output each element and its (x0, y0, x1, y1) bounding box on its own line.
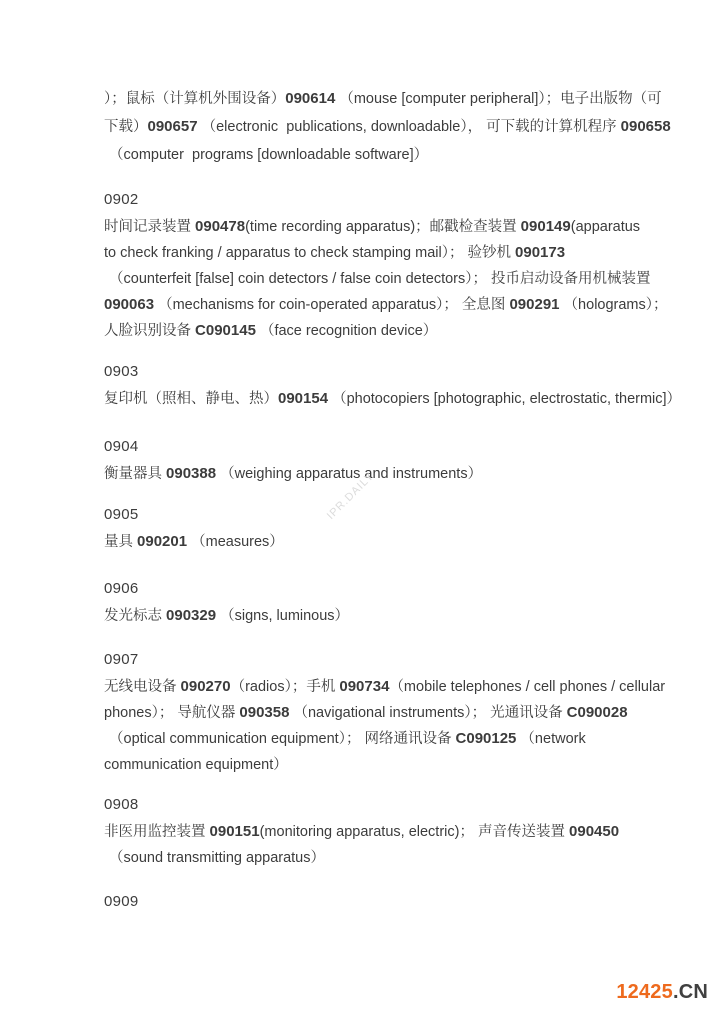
goods-code: 090063 (104, 296, 155, 313)
text-line: 衡量器具 090388 （weighing apparatus and instruments） (104, 465, 483, 482)
section-heading: 0904 (104, 438, 139, 455)
text-line: 时间记录装置 090478(time recording apparatus)；邮戳检查装置 090149(apparatus (104, 218, 641, 235)
goods-code: 090154 (278, 390, 329, 407)
section-heading: 0903 (104, 363, 139, 380)
text-line: communication equipment） (104, 757, 288, 773)
section-heading: 0902 (104, 191, 139, 208)
goods-code: 090614 (285, 90, 336, 107)
goods-code: 090149 (520, 218, 571, 235)
goods-code: 090658 (620, 118, 671, 135)
text-line: （sound transmitting apparatus） (109, 850, 325, 866)
goods-code: 090657 (147, 118, 198, 135)
intro-paragraph (104, 85, 671, 169)
section-0909 (104, 888, 139, 916)
goods-code: C090145 (195, 322, 256, 339)
goods-code: C090028 (566, 704, 628, 721)
section-0907 (104, 646, 665, 778)
section-heading: 0905 (104, 506, 139, 523)
section-0903 (104, 358, 681, 412)
goods-code: 090388 (166, 465, 217, 482)
goods-code: 090734 (339, 678, 390, 695)
text-line: 复印机（照相、静电、热）090154 （photocopiers [photographic, electrostatic, thermic]） (104, 390, 682, 407)
text-line: （optical communication equipment）； 网络通讯设备 C090125 （network (109, 730, 586, 747)
text-line: （computer programs [downloadable software]） (109, 147, 429, 163)
text-line: 非医用监控装置 090151(monitoring apparatus, electric)； 声音传送装置 090450 (104, 823, 620, 840)
goods-code: 090201 (137, 533, 188, 550)
text-line: （counterfeit [false] coin detectors / false coin detectors）； 投币启动设备用机械装置 (109, 271, 651, 287)
section-0902 (104, 186, 668, 344)
watermark-text: IPR.DAILY (324, 470, 377, 522)
goods-code: 090329 (166, 607, 217, 624)
section-0906 (104, 575, 349, 629)
section-0904 (104, 433, 482, 487)
goods-code: 090270 (180, 678, 231, 695)
section-0905 (104, 501, 284, 555)
section-heading: 0906 (104, 580, 139, 597)
text-line: to check franking / apparatus to check stamping mail）； 验钞机 090173 (104, 244, 566, 261)
site-logo-domain: .CN (672, 981, 708, 1003)
goods-code: 090291 (509, 296, 560, 313)
text-line: ）；鼠标（计算机外围设备）090614 （mouse [computer peripheral]）；电子出版物（可 (104, 90, 662, 107)
text-line: phones）； 导航仪器 090358 （navigational instruments）； 光通讯设备 C090028 (104, 704, 628, 721)
text-line: 无线电设备 090270（radios）；手机 090734（mobile telephones / cell phones / cellular (104, 678, 666, 695)
section-0908 (104, 791, 619, 871)
goods-code: 090478 (195, 218, 246, 235)
site-logo (616, 981, 708, 1004)
goods-code: 090151 (209, 823, 260, 840)
section-heading: 0908 (104, 796, 139, 813)
text-line: 下载）090657 （electronic publications, downloadable）， 可下载的计算机程序 090658 (104, 118, 671, 135)
goods-code: C090125 (455, 730, 517, 747)
goods-code: 090358 (239, 704, 290, 721)
section-heading: 0909 (104, 893, 139, 910)
section-heading: 0907 (104, 651, 139, 668)
text-line: 人脸识别设备 C090145 （face recognition device） (104, 322, 438, 339)
goods-code: 090450 (569, 823, 620, 840)
text-line: 发光标志 090329 （signs, luminous） (104, 607, 350, 624)
goods-code: 090173 (515, 244, 566, 261)
site-logo-number: 12425 (616, 981, 673, 1003)
text-line: 量具 090201 （measures） (104, 533, 284, 550)
text-line: 090063 （mechanisms for coin-operated apparatus）； 全息图 090291 （holograms）； (104, 296, 668, 313)
